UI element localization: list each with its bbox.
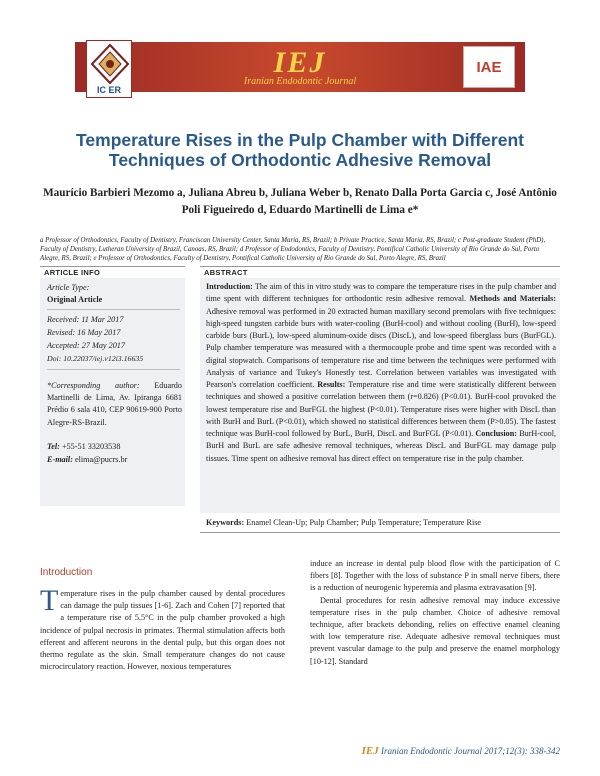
email-link[interactable]: elima@pucrs.br <box>74 455 128 464</box>
keywords <box>206 518 556 527</box>
journal-logo-text: IEJ <box>273 46 327 79</box>
journal-name: Iranian Endodontic Journal <box>243 76 357 87</box>
divider <box>200 266 560 267</box>
journal-banner <box>75 42 525 92</box>
author-list: Maurício Barbieri Mezomo a, Juliana Abreu b, Juliana Weber b, Renato Dalla Porta Garcia c, José Antônio Poli Figueiredo d, Eduardo Martinelli de Lima e* <box>43 187 557 216</box>
article-title: Temperature Rises in the Pulp Chamber with Different Techniques of Orthodontic Adhesive Removal <box>76 130 524 170</box>
article-type-label: Article Type: <box>47 283 90 292</box>
abstract-conclusion: BurH-cool, BurH and BurL are safe adhesive removal techniques, whereas DiscL and BurFGL may damage pulp tissues. Time spent on adhesive removal has direct effect on temperature rise in the pulp chamber. <box>206 429 557 463</box>
corresponding-text: Eduardo Martinelli de Lima, Av. Ipiranga 6681 Prédio 6 sala 410, CEP 90619-900 Porto Alegre-RS-Brazil. <box>47 381 182 427</box>
iae-logo <box>463 46 515 88</box>
abstract-conclusion-label: Conclusion: <box>475 429 517 438</box>
abstract-results-label: Results: <box>317 380 346 389</box>
tel-value: +55-51 33203538 <box>61 442 121 451</box>
corresponding-label: *Corresponding author: <box>47 381 140 390</box>
abstract-text <box>206 281 556 465</box>
email <box>47 454 182 466</box>
article-type-value: Original Article <box>47 295 103 304</box>
iae-logo-text: IAE <box>476 59 502 76</box>
abstract-intro-label: Introduction: <box>206 282 253 291</box>
divider <box>47 369 180 370</box>
abstract-header: ABSTRACT <box>204 268 248 277</box>
article-info-header: ARTICLE INFO <box>44 268 101 277</box>
intro-paragraph-3: Dental procedures for resin adhesive removal may induce excessive temperature rises in the pulp chamber. Choice of adhesive removal technique, after brackets debonding, relies on effective enamel cleaning with low temperature rise. Adequate adhesive removal techniques must prevent vascular damage to the pulp and preserve the enamel morphology [10-12]. Standard <box>310 595 560 666</box>
abstract-methods-label: Methods and Materials: <box>469 294 556 304</box>
corresponding-author <box>47 380 182 429</box>
divider <box>40 266 185 267</box>
divider <box>47 309 180 310</box>
revised-date: Revised: 16 May 2017 <box>47 328 121 337</box>
emblem-icon <box>88 42 132 86</box>
icer-logo <box>86 40 132 98</box>
accepted-date: Accepted: 27 May 2017 <box>47 341 125 350</box>
email-label: E-mail: <box>47 455 73 464</box>
keywords-value: Enamel Clean-Up; Pulp Chamber; Pulp Temperature; Temperature Rise <box>246 518 482 527</box>
footer-citation <box>362 745 560 757</box>
doi: Doi: 10.22037/iej.v12i3.16635 <box>47 354 144 363</box>
received-date: Received: 11 Mar 2017 <box>47 315 124 324</box>
icer-logo-text: IC ER <box>96 85 121 95</box>
abstract-results: Temperature rise and time were statistically different between techniques and showed a positive correlation between them (r=0.826) (P<0.01). BurH-cool provoked the lowest temperature rise and BurFGL the highest (P<0.01). Temperature rises were higher with DiscL than with BurH and BurL (P<0.01), which showed no statistical differences between them (P>0.05). The fastest technique was BurH-cool followed by BurL, BurH, DiscL and BurFGL (P<0.01). <box>206 380 557 438</box>
drop-cap: T <box>40 584 59 617</box>
abstract-methods: Adhesive removal was performed in 20 extracted human maxillary second premolars with five techniques: high-speed tungsten carbide burs with water-cooling (BurH-cool) and without cooling (BurH), low-speed carbide burs (BurL), low-speed aluminum-oxide discs (DiscL), and low-speed fiberglass burs (BurFGL). Pulp chamber temperature was measured with a thermocouple probe and time spent was recorded with a digital stopwatch. Comparisons of temperature rise and time between the techniques were performed with Analysis of variance and Tukey's Honestly test. Correlation between variables was investigated with Pearson's correlation coefficient. <box>206 306 556 389</box>
footer-logo: IEJ <box>361 745 379 757</box>
body-column-2 <box>310 558 560 668</box>
intro-paragraph-1: emperature rises in the pulp chamber caused by dental procedures can damage the pulp tissues [1-6]. Zach and Cohen [7] reported that a temperature rise of 5.5°C in the pulp chamber provoked a high incidence of pulpal necrosis in primates. Thermal stimulation affects both efferent and afferent neurons in the dental pulp, but this organ does not thermo regulate as the skin. Small temperature changes do not cause microcirculatory reaction. However, noxious temperatures <box>40 589 285 672</box>
intro-paragraph-2: induce an increase in dental pulp blood flow with the participation of C fibers [8]. Together with the loss of substance P in small nerve fibers, there is a reduction of neurogenic hyperemia and plasma extravasation [9]. <box>310 559 560 593</box>
introduction-heading: Introduction <box>40 567 93 578</box>
footer-citation-text: Iranian Endodontic Journal 2017;12(3): 338-342 <box>381 746 560 756</box>
divider <box>200 532 560 533</box>
telephone <box>47 441 182 453</box>
abstract-intro: The aim of this in vitro study was to compare the temperature rises in the pulp chamber and time spent with different techniques for orthodontic resin adhesive removal. <box>206 282 557 304</box>
tel-label: Tel: <box>47 442 60 451</box>
keywords-label: Keywords: <box>206 518 245 527</box>
body-column-1 <box>40 584 285 673</box>
affiliations: a Professor of Orthodontics, Faculty of Dentistry, Franciscan University Center, Santa Maria, RS, Brazil; b Private Practice, Santa Maria, RS, Brazil; c Post-graduate Student (PhD), Faculty of Dentistry, Lutheran University of Brazil, Canoas, RS, Brazil; d Professor of Endodontics, Faculty of Dentistry, Pontifical Catholic University of Rio Grande do Sul, Porto Alegre, RS, Brazil; e Professor of Orthodontics, Faculty of Dentistry, Pontifical Catholic University of Rio Grande do Sul, Porto Alegre, RS, Brazil <box>40 237 546 262</box>
